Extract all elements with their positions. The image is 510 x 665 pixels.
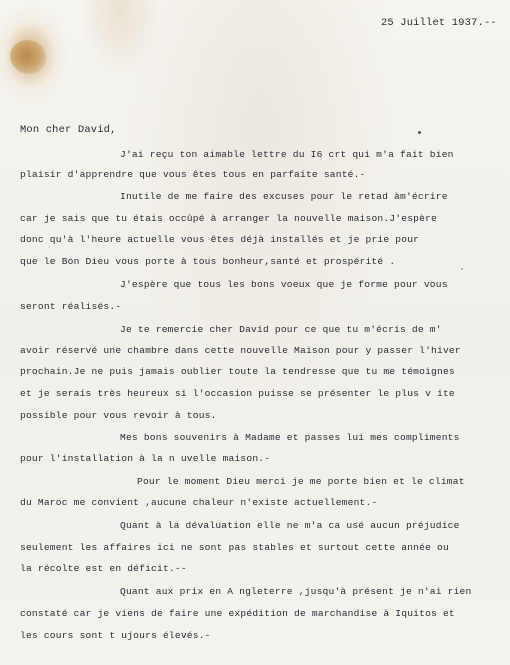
letter-line: seront réalisés.- [20, 301, 122, 312]
letter-line: et je serais très heureux si l'occasion puisse se présenter le plus v ite [20, 388, 455, 399]
letter-line: pour l'installation à la n uvelle maison.- [20, 453, 271, 464]
letter-line: constaté car je viens de faire une expédition de marchandise à Iquitos et [20, 608, 455, 619]
letter-line: Mes bons souvenirs à Madame et passes lui mes compliments [120, 432, 460, 443]
letter-line: J'espère que tous les bons voeux que je forme pour vous [120, 279, 448, 290]
letter-line: donc qu'à l'heure actuelle vous êtes déjà installés et je prie pour [20, 234, 420, 245]
letter-line: Pour le moment Dieu merci je me porte bien et le climat [137, 476, 465, 487]
letter-line: du Maroc me convient ,aucune chaleur n'existe actuellement.- [20, 497, 378, 508]
letter-line: Quant à la dévaluation elle ne m'a ca usé aucun préjudice [120, 520, 460, 531]
letter-line: possible pour vous revoir à tous. [20, 410, 217, 421]
ink-speck [461, 268, 463, 270]
letter-salutation: Mon cher David, [20, 124, 117, 136]
letter-line: que le Bon Dieu vous porte à tous bonheur,santé et prospérité . [20, 256, 396, 267]
letter-line: prochain.Je ne puis jamais oublier toute la tendresse que tu me témoignes [20, 366, 455, 377]
letter-line: Quant aux prix en A ngleterre ,jusqu'à présent je n'ai rien [120, 586, 472, 597]
letter-line: Je te remercie cher David pour ce que tu m'écris de m' [120, 324, 442, 335]
letter-line: seulement les affaires ici ne sont pas stables et surtout cette année ou [20, 542, 449, 553]
letter-line: avoir réservé une chambre dans cette nouvelle Maison pour y passer l'hiver [20, 345, 461, 356]
letter-line: J'ai reçu ton aimable lettre du I6 crt qui m'a fait bien [120, 149, 454, 160]
letter-line: Inutile de me faire des excuses pour le retad àm'écrire [120, 191, 448, 202]
letter-date: 25 Juillet 1937.-- [381, 17, 497, 29]
letter-line: les cours sont t ujours élevés.- [20, 630, 211, 641]
coffee-stain [10, 40, 46, 74]
ink-mark [418, 131, 421, 134]
letter-line: la récolte est en déficit.-- [20, 563, 187, 574]
letter-line: car je sais que tu étais occûpé à arranger la nouvelle maison.J'espère [20, 213, 438, 224]
letter-line: plaisir d'apprendre que vous êtes tous en parfaite santé.- [20, 169, 366, 180]
